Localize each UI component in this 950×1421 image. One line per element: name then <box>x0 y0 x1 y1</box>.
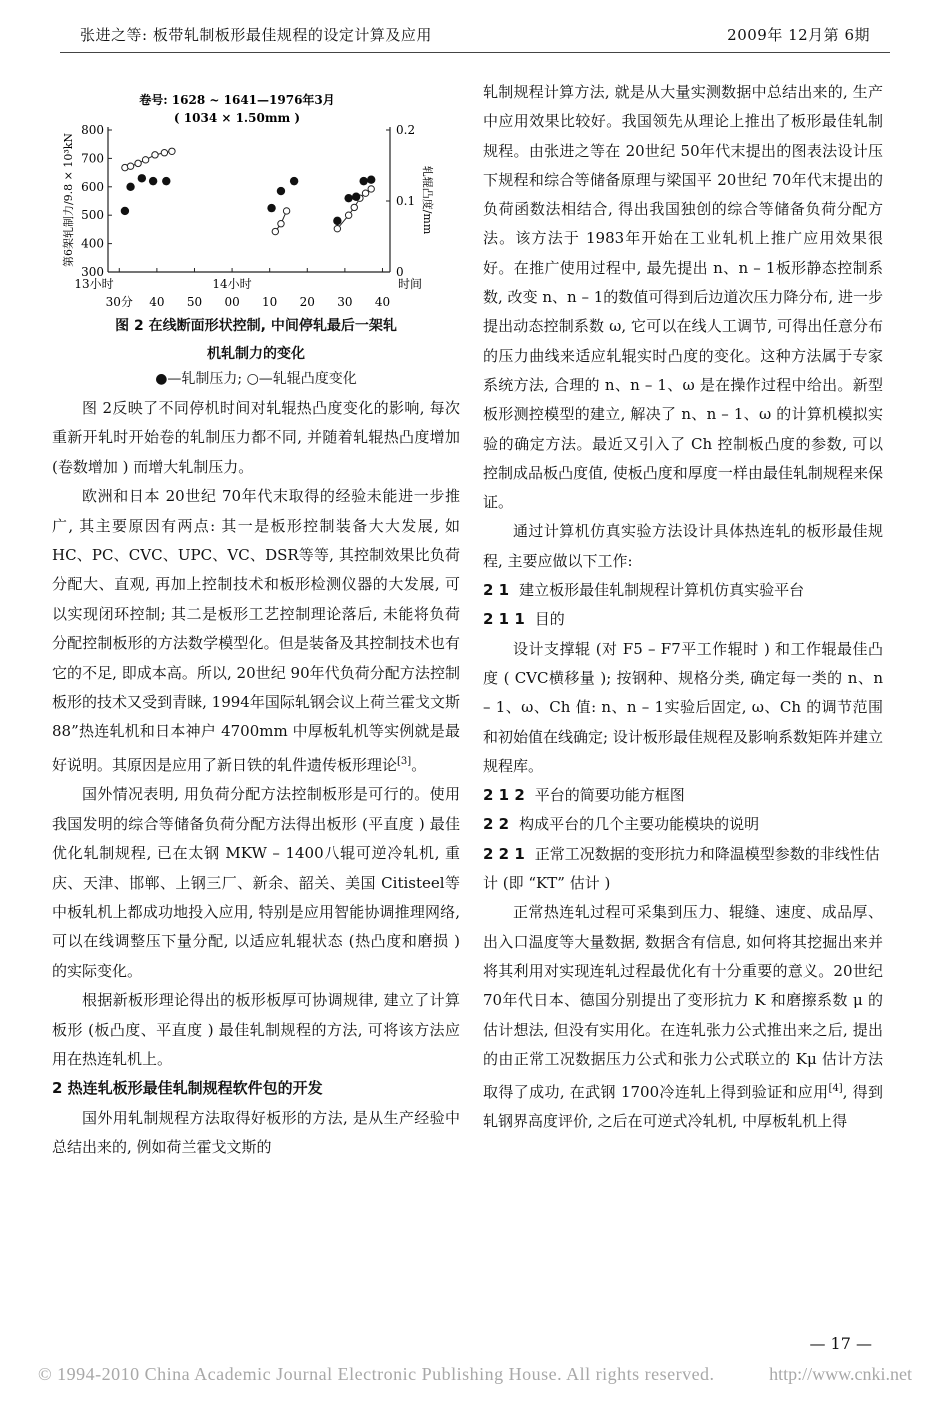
crown-point <box>135 160 141 166</box>
right-tick-label: 0.2 <box>396 123 416 137</box>
right-paragraph-3: 设计支撑辊 (对 F5 – F7平工作辊时 ) 和工作辊最佳凸度 ( CVC横移量 ); 按钢种、规格分类, 确定每一类的 n、n – 1、ω、Ch 值: n、n – 1实验后固定, ω、Ch 的调节范围和初始值在线确定; 设计板形最佳规程及影响系数矩阵并建立规程库。 <box>483 639 883 775</box>
force-point <box>344 194 352 202</box>
heading-2-1-2-text: 平台的简要功能方框图 <box>534 786 685 805</box>
x-axis-labels <box>74 268 422 309</box>
running-header-title: 张进之等: 板带轧制板形最佳规程的设定计算及应用 <box>80 26 432 44</box>
citation-3: [3] <box>397 755 412 767</box>
header-rule <box>60 52 890 53</box>
left-tick-label: 600 <box>81 179 104 194</box>
figure-title-line2: ( 1034 × 1.50mm ) <box>173 111 301 125</box>
crown-point <box>283 208 289 214</box>
force-point <box>359 177 367 185</box>
crown-point <box>161 150 167 156</box>
crown-point <box>169 148 175 154</box>
heading-2-2-1 <box>483 840 883 899</box>
force-point <box>126 183 134 191</box>
heading-2-2-1-number: 2 2 1 <box>483 844 525 863</box>
left-column <box>52 62 460 1163</box>
left-tick-label: 400 <box>81 236 104 251</box>
section-2-heading: 2 热连轧板形最佳轧制规程软件包的开发 <box>52 1079 323 1098</box>
crown-point <box>142 157 148 163</box>
figure-title-line1: 卷号: 1628 ~ 1641—1976年3月 <box>139 93 335 107</box>
figure-2 <box>52 62 460 312</box>
heading-2-2-1-text: 正常工况数据的变形抗力和降温模型参数的非线性估计 (即 “KT” 估计 ) <box>483 844 880 893</box>
left-paragraph-4: 根据新板形理论得出的板形板厚可协调规律, 建立了计算板形 (板凸度、平直度 ) 最佳轧制规程的方法, 可将该方法应用在热连轧机上。 <box>52 991 460 1068</box>
left-tick-label: 700 <box>81 151 104 166</box>
y-axis-label-right: 轧辊凸度/mm <box>421 165 434 235</box>
heading-2-1-1-number: 2 1 1 <box>483 610 525 629</box>
crown-point <box>278 221 284 227</box>
left-paragraph-2-end: 。 <box>411 755 427 774</box>
x-tick-label: 50 <box>186 295 203 309</box>
figure-caption-line2: 机轧制力的变化 <box>207 346 305 362</box>
heading-2-2 <box>483 810 883 839</box>
heading-2-1-1 <box>483 605 883 634</box>
running-header-issue: 2009年 12月第 6期 <box>727 26 870 44</box>
figure-caption-line1: 图 2 在线断面形状控制, 中间停轧最后一架轧 <box>115 318 397 334</box>
heading-2-1-number: 2 1 <box>483 581 510 600</box>
heading-2-1-2 <box>483 781 883 810</box>
y-axis-label-left: 第6架轧制力/9.8 × 10³kN <box>62 132 75 268</box>
right-paragraph-4 <box>483 898 883 1136</box>
heading-2-1 <box>483 576 883 605</box>
figure-legend: ●—轧制压力; ○—轧辊凸度变化 <box>155 371 357 387</box>
left-tick-label: 500 <box>81 208 104 223</box>
x-tick-label: 20 <box>299 295 315 309</box>
crown-point <box>345 212 351 218</box>
force-point <box>352 193 360 201</box>
x-label-hour: 14小时 <box>212 277 252 291</box>
crown-point <box>362 190 368 196</box>
heading-2-2-text: 构成平台的几个主要功能模块的说明 <box>519 815 760 834</box>
citation-4: [4] <box>828 1083 843 1095</box>
force-point <box>149 177 157 185</box>
right-paragraph-4-text: 正常热连轧过程可采集到压力、辊缝、速度、成品厚、出入口温度等大量数据, 数据含有信息, 如何将其挖掘出来并将其利用对实现连轧过程最优化有十分重要的意义。20世纪 70年代日本、德国分别提出了变形抗力 K 和磨擦系数 μ 的估计想法, 但没有实用化。在连轧张力公式推出来之后, 提出的由正常工况数据压力公式和张力公式联立的 Kμ 估计方法取得了成功, 在武钢 1700冷连轧上得到验证和应用 <box>483 903 883 1102</box>
crown-point <box>152 152 158 158</box>
force-point <box>290 177 298 185</box>
right-paragraph-4-end: , 得到轧钢界高度评价, 之后在可逆式冷轧机, 中厚板轧机上得 <box>483 1083 883 1131</box>
heading-2-2-number: 2 2 <box>483 815 510 834</box>
right-tick-label: 0 <box>396 265 404 279</box>
crown-point <box>351 204 357 210</box>
x-tick-label: 00 <box>224 295 240 309</box>
left-paragraph-5: 国外用轧制规程方法取得好板形的方法, 是从生产经验中总结出来的, 例如荷兰霍戈文斯的 <box>52 1108 460 1157</box>
left-paragraph-3: 国外情况表明, 用负荷分配方法控制板形是可行的。使用我国发明的综合等储备负荷分配方法得出板形 (平直度 ) 最佳优化轧制规程, 已在太钢 MKW – 1400八辊可逆冷轧机, 重庆、天津、邯郸、上钢三厂、新余、韶关、美国 Citisteel等中板轧机上都成功地投入应用, 特别是应用智能协调推理网络, 可以在线调整压下量分配, 以适应轧辊状态 (热凸度和磨损 ) 的实际变化。 <box>52 785 460 980</box>
force-point <box>333 217 341 225</box>
crown-point <box>127 163 133 169</box>
crown-point <box>334 225 340 231</box>
left-ticks <box>81 123 112 279</box>
x-label-hour: 13小时 <box>74 277 114 291</box>
source-url: http://www.cnki.net <box>769 1364 912 1384</box>
x-tick-label: 30 <box>337 295 353 309</box>
x-tick-label: 40 <box>374 295 391 309</box>
x-tick-label: 10 <box>262 295 278 309</box>
copyright-notice: © 1994-2010 China Academic Journal Electronic Publishing House. All rights reserved. <box>38 1364 715 1384</box>
left-paragraph-2-text: 欧洲和日本 20世纪 70年代末取得的经验未能进一步推广, 其主要原因有两点: 其一是板形控制装备大大发展, 如 HC、PC、CVC、UPC、VC、DSR等等, 其控制效果比负荷分配大、直观, 再加上控制技术和板形检测仪器的大发展, 可以实现闭环控制; 其二是板形工艺控制理论落后, 未能将负荷分配控制板形的方法数学模型化。但是装备及其控制技术也有它的不足, 即成本高。所以, 20世纪 90年代负荷分配方法控制板形的技术又受到青睐, 1994年国际轧钢会议上荷兰霍戈文斯 88”热连轧机和日本神户 4700mm 中厚板轧机等实例就是最好说明。其原因是应用了新日铁的轧件遗传板形理论 <box>52 487 460 774</box>
heading-2-1-1-text: 目的 <box>534 610 565 629</box>
crown-point <box>272 228 278 234</box>
x-label-hour: 时间 <box>397 277 423 291</box>
right-paragraph-1: 轧制规程计算方法, 就是从大量实测数据中总结出来的, 生产中应用效果比较好。我国领先从理论上推出了板形最佳轧制规程。由张进之等在 20世纪 50年代末提出的图表法设计压下规程和综合等储备原理与梁国平 20世纪 70年代末提出的负荷函数法相结合, 得出我国独创的综合等储备负荷分配方法。该方法于 1983年开始在工业轧机上推广应用效果很好。在推广使用过程中, 最先提出 n、n – 1板形静态控制系数, 改变 n、n – 1的数值可得到后边道次压力降分布, 进一步提出动态控制系数 ω, 它可以在线人工调节, 可得出任意分布的压力曲线来适应轧辊实时凸度的变化。这种方法属于专家系统方法, 合理的 n、n – 1、ω 是在操作过程中给出。新型板形测控模型的建立, 解决了 n、n – 1、ω 的计算机模拟实验的确定方法。最近又引入了 Ch 控制板凸度的参数, 可以控制成品板凸度值, 使板凸度和厚度一样由最佳轧制规程来保证。 <box>483 83 883 512</box>
force-point <box>277 187 285 195</box>
x-tick-label: 30分 <box>105 295 133 309</box>
heading-2-1-2-number: 2 1 2 <box>483 786 525 805</box>
page-number: — 17 — <box>809 1334 872 1353</box>
heading-2-1-text: 建立板形最佳轧制规程计算机仿真实验平台 <box>519 581 805 600</box>
series-force <box>121 174 376 225</box>
force-point <box>121 207 129 215</box>
crown-point <box>368 186 374 192</box>
force-point <box>162 177 170 185</box>
left-paragraph-1: 图 2反映了不同停机时间对轧辊热凸度变化的影响, 每次重新开轧时开始卷的轧制压力都不同, 并随着轧辊热凸度增加 (卷数增加 ) 而增大轧制压力。 <box>52 399 460 476</box>
figure-2-chart <box>52 62 460 312</box>
right-tick-label: 0.1 <box>396 194 416 208</box>
force-point <box>138 174 146 182</box>
x-tick-label: 40 <box>149 295 165 309</box>
right-paragraph-2: 通过计算机仿真实验方法设计具体热连轧的板形最佳规程, 主要应做以下工作: <box>483 522 883 570</box>
left-tick-label: 300 <box>81 265 104 279</box>
left-paragraph-2 <box>52 482 460 780</box>
left-tick-label: 800 <box>81 123 104 137</box>
force-point <box>267 204 275 212</box>
force-point <box>367 176 375 184</box>
right-column <box>483 78 883 1137</box>
